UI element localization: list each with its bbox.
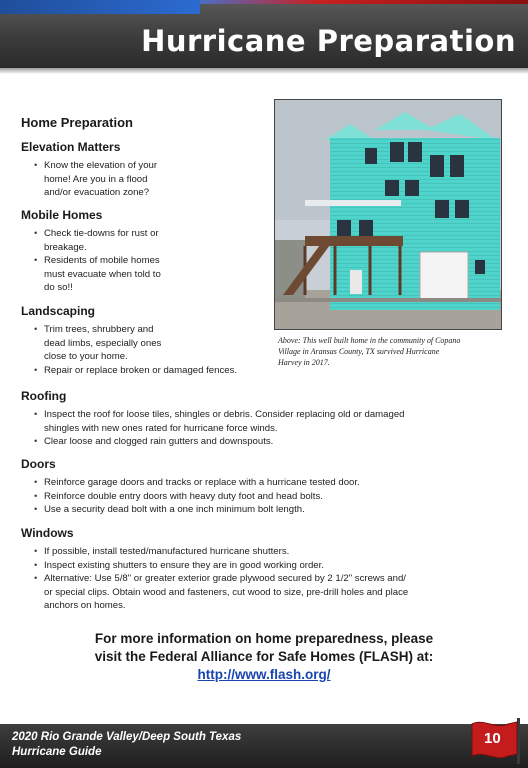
header-blue-accent (0, 0, 200, 14)
list-item-text: and/or evacuation zone? (44, 187, 150, 198)
section-heading-doors: Doors (21, 457, 56, 471)
list-item: • Alternative: Use 5/8" or greater exterior grade plywood secured by 2 1/2" screws and/ (34, 572, 408, 586)
photo-caption (278, 335, 502, 368)
list-item: • Repair or replace broken or damaged fences. (34, 364, 237, 378)
section-heading-home-preparation: Home Preparation (21, 115, 133, 130)
more-info-callout (40, 630, 488, 684)
caption-line: Village in Aransas County, TX survived Hurricane (278, 347, 440, 356)
list-item: • Check tie-downs for rust or (34, 227, 161, 241)
list-item: • Residents of mobile homes (34, 254, 161, 268)
caption-line: Harvey in 2017. (278, 358, 330, 367)
list-item-continuation (34, 599, 408, 613)
list-item: • Inspect the roof for loose tiles, shingles or debris. Consider replacing old or damaged (34, 408, 405, 422)
footer-guide-title (12, 730, 241, 760)
header-shadow (0, 68, 528, 74)
section-heading-elevation: Elevation Matters (21, 140, 121, 154)
list-item-text: home! Are you in a flood (44, 173, 148, 185)
list-item: • Trim trees, shrubbery and (34, 323, 237, 337)
list-item: • Reinforce garage doors and tracks or replace with a hurricane tested door. (34, 476, 360, 490)
roofing-list (34, 408, 405, 449)
mobile-homes-list (34, 227, 161, 295)
callout-line: For more information on home preparedness, please (94, 631, 434, 646)
page-number: 10 (484, 730, 501, 747)
list-item-text: breakage. (44, 241, 87, 253)
elevation-list (34, 159, 157, 200)
list-item-text: anchors on homes. (44, 600, 126, 611)
list-item-text: or special clips. Obtain wood and fasteners, cut wood to size, pre-drill holes and place (44, 586, 409, 598)
section-heading-landscaping: Landscaping (21, 304, 96, 318)
windows-list (34, 545, 408, 613)
footer-line: Hurricane Guide (12, 746, 102, 758)
list-item-continuation (34, 173, 157, 187)
list-item-continuation (34, 241, 161, 255)
list-item: • Inspect existing shutters to ensure they are in good working order. (34, 559, 408, 573)
list-item: • If possible, install tested/manufactured hurricane shutters. (34, 545, 408, 559)
list-item-continuation (34, 186, 157, 200)
list-item-text: close to your home. (44, 351, 128, 362)
callout-line: visit the Federal Alliance for Safe Homes (FLASH) at: (94, 649, 434, 664)
list-item: • Clear loose and clogged rain gutters and downspouts. (34, 435, 405, 449)
caption-line: Above: This well built home in the community of Copano (278, 336, 461, 345)
list-item-text: must evacuate when told to (44, 268, 161, 280)
flash-website-link[interactable]: http://www.flash.org/ (197, 667, 331, 682)
list-item: • Know the elevation of your (34, 159, 157, 173)
list-item-continuation (34, 586, 408, 600)
list-item: • Reinforce double entry doors with heavy duty foot and head bolts. (34, 490, 360, 504)
list-item-text: shingles with new ones rated for hurricane force winds. (44, 422, 278, 434)
section-heading-roofing: Roofing (21, 389, 67, 403)
list-item-continuation (34, 337, 237, 351)
list-item-continuation (34, 350, 237, 364)
landscaping-list (34, 323, 237, 377)
doors-list (34, 476, 360, 517)
list-item-text: dead limbs, especially ones (44, 337, 162, 349)
list-item-text: do so!! (44, 282, 73, 293)
footer-line: 2020 Rio Grande Valley/Deep South Texas (12, 731, 242, 743)
page-title: Hurricane Preparation (141, 24, 516, 58)
list-item: • Use a security dead bolt with a one inch minimum bolt length. (34, 503, 360, 517)
house-illustration (275, 100, 501, 329)
section-heading-windows: Windows (21, 526, 74, 540)
list-item-continuation (34, 268, 161, 282)
section-heading-mobile-homes: Mobile Homes (21, 208, 103, 222)
list-item-continuation (34, 422, 405, 436)
list-item-continuation (34, 281, 161, 295)
house-photo (274, 99, 502, 330)
